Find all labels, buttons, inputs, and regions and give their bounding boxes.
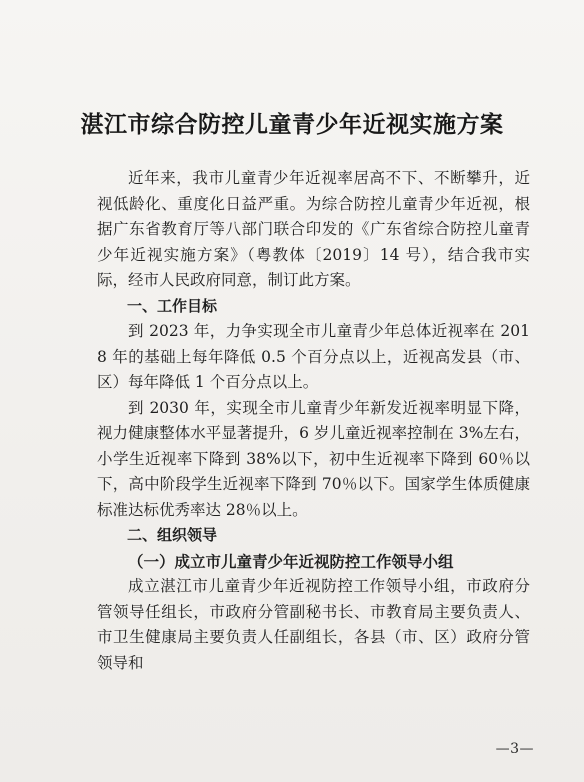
leading-group-paragraph: 成立湛江市儿童青少年近视防控工作领导小组，市政府分管领导任组长，市政府分管副秘书长、市教育局主要负责人、市卫生健康局主要负责人任副组长，各县（市、区）政府分管领导和 (97, 577, 530, 672)
page-number: —3— (495, 741, 534, 757)
document-title: 湛江市综合防控儿童青少年近视实施方案 (80, 111, 504, 138)
intro-paragraph: 近年来，我市儿童青少年近视率居高不下、不断攀升，近视低龄化、重度化日益严重。为综合防控儿童青少年近视，根据广东省教育厅等八部门联合印发的《广东省综合防控儿童青少年近视实施方案》（粤教体〔2019〕14 号），结合我市实际，经市人民政府同意，制订此方案。 (97, 169, 530, 289)
goal-2030-paragraph: 到 2030 年，实现全市儿童青少年新发近视率明显下降，视力健康整体水平显著提升，6 岁儿童近视率控制在 3%左右，小学生近视率下降到 38%以下，初中生近视率下降到 60％以下，高中阶段学生近视率下降到 70％以下。国家学生体质健康标准达标优秀率达 28％以上。 (97, 398, 530, 519)
goal-2023-paragraph: 到 2023 年，力争实现全市儿童青少年总体近视率在 2018 年的基础上每年降低 0.5 个百分点以上，近视高发县（市、区）每年降低 1 个百分点以上。 (97, 322, 530, 391)
section-heading-goals: 一、工作目标 (127, 296, 218, 315)
section-heading-organization: 二、组织领导 (127, 526, 218, 544)
subsection-heading-leading-group: （一）成立市儿童青少年近视防控工作领导小组 (128, 551, 454, 571)
document-body (97, 166, 530, 676)
